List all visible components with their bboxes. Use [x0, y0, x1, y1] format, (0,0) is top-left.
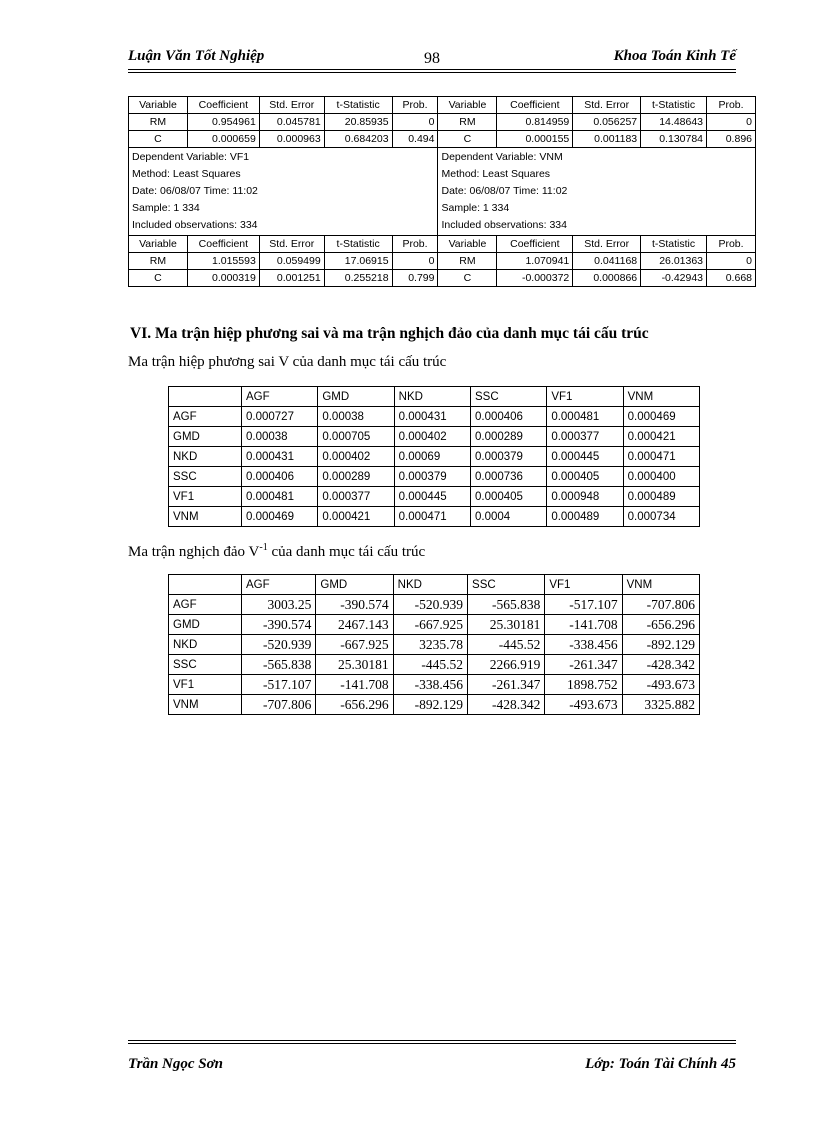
regression-cell: 0.684203: [324, 131, 392, 148]
matrix-cell: 0.000379: [394, 467, 470, 487]
matrix-cell: 0.000400: [623, 467, 699, 487]
matrix-cell: 2467.143: [316, 615, 393, 635]
matrix-row-header: AGF: [169, 595, 242, 615]
matrix-col-header: VNM: [622, 575, 699, 595]
matrix-cell: -141.708: [545, 615, 622, 635]
cov-caption: Ma trận hiệp phương sai V của danh mục tái cấu trúc: [128, 354, 447, 370]
column-header: Std. Error: [259, 236, 324, 253]
info-line: Method: Least Squares: [132, 168, 241, 180]
column-header: Coefficient: [187, 236, 259, 253]
regression-cell: RM: [129, 253, 188, 270]
regression-info-row: [129, 148, 756, 236]
column-header: Variable: [438, 236, 497, 253]
matrix-row: [169, 507, 700, 527]
matrix-cell: 0.000289: [318, 467, 394, 487]
inverse-matrix-table: [168, 574, 700, 715]
column-header: Std. Error: [573, 236, 641, 253]
column-header: Variable: [129, 97, 188, 114]
regression-cell: 0.896: [707, 131, 756, 148]
column-header: t-Statistic: [641, 236, 707, 253]
regression-cell: 0.045781: [259, 114, 324, 131]
matrix-row-header: VF1: [169, 487, 242, 507]
regression-cell: 0.000659: [187, 131, 259, 148]
regression-cell: 0.799: [392, 270, 438, 287]
regression-info-right: [438, 148, 756, 236]
header-rule: [128, 69, 736, 70]
column-header: Coefficient: [187, 97, 259, 114]
info-line: Dependent Variable: VF1: [132, 151, 250, 163]
matrix-row: [169, 487, 700, 507]
column-header: Std. Error: [573, 97, 641, 114]
matrix-row: [169, 447, 700, 467]
matrix-col-header: AGF: [242, 387, 318, 407]
footer-author: Trần Ngọc Sơn: [128, 1056, 224, 1072]
info-line: Date: 06/08/07 Time: 11:02: [132, 185, 258, 197]
info-line: Included observations: 334: [441, 219, 567, 231]
matrix-cell: -338.456: [545, 635, 622, 655]
matrix-row-header: VNM: [169, 695, 242, 715]
matrix-cell: 0.000481: [547, 407, 623, 427]
matrix-cell: 0.000736: [470, 467, 546, 487]
matrix-row-header: VF1: [169, 675, 242, 695]
section-title: VI. Ma trận hiệp phương sai và ma trận nghịch đảo của danh mục tái cấu trúc: [130, 325, 649, 342]
regression-cell: 0.954961: [187, 114, 259, 131]
regression-cell: 26.01363: [641, 253, 707, 270]
matrix-col-header: AGF: [242, 575, 316, 595]
regression-cell: 1.070941: [497, 253, 573, 270]
info-line: Sample: 1 334: [132, 202, 200, 214]
regression-cell: 14.48643: [641, 114, 707, 131]
matrix-cell: 0.00069: [394, 447, 470, 467]
matrix-row-header: SSC: [169, 655, 242, 675]
matrix-cell: 0.000289: [470, 427, 546, 447]
regression-cell: C: [438, 270, 497, 287]
regression-cell: C: [129, 270, 188, 287]
header-rule-thin: [128, 72, 736, 73]
matrix-cell: 0.00038: [242, 427, 318, 447]
regression-row: [129, 270, 756, 287]
column-header: Variable: [438, 97, 497, 114]
matrix-cell: 0.000377: [318, 487, 394, 507]
matrix-col-header: NKD: [393, 575, 467, 595]
matrix-cell: 0.000734: [623, 507, 699, 527]
info-line: Date: 06/08/07 Time: 11:02: [441, 185, 568, 197]
matrix-cell: -428.342: [622, 655, 699, 675]
matrix-corner: [169, 575, 242, 595]
matrix-row: [169, 615, 700, 635]
matrix-corner: [169, 387, 242, 407]
column-header: Prob.: [707, 97, 756, 114]
matrix-row: [169, 655, 700, 675]
regression-cell: 0.000866: [573, 270, 641, 287]
matrix-cell: -520.939: [242, 635, 316, 655]
regression-cell: 0.000963: [259, 131, 324, 148]
matrix-cell: 0.000402: [394, 427, 470, 447]
matrix-cell: 25.30181: [468, 615, 545, 635]
matrix-row: [169, 675, 700, 695]
matrix-row-header: NKD: [169, 447, 242, 467]
matrix-row-header: GMD: [169, 427, 242, 447]
matrix-col-header: SSC: [470, 387, 546, 407]
matrix-header-row: [169, 575, 700, 595]
matrix-cell: 3235.78: [393, 635, 467, 655]
matrix-cell: 3003.25: [242, 595, 316, 615]
matrix-col-header: VF1: [545, 575, 622, 595]
matrix-cell: 0.000489: [547, 507, 623, 527]
matrix-cell: -892.129: [393, 695, 467, 715]
matrix-cell: -656.296: [316, 695, 393, 715]
matrix-cell: 0.000705: [318, 427, 394, 447]
info-line: Dependent Variable: VNM: [441, 151, 563, 163]
matrix-cell: 0.000406: [470, 407, 546, 427]
regression-row: [129, 114, 756, 131]
column-header: t-Statistic: [324, 97, 392, 114]
regression-cell: 0.668: [707, 270, 756, 287]
regression-table: [128, 96, 756, 287]
inv-caption-sup: -1: [259, 542, 268, 553]
regression-cell: -0.000372: [497, 270, 573, 287]
matrix-cell: -261.347: [545, 655, 622, 675]
footer-class: Lớp: Toán Tài Chính 45: [585, 1056, 736, 1072]
matrix-row: [169, 695, 700, 715]
matrix-row: [169, 427, 700, 447]
footer-rule-thin: [128, 1043, 736, 1044]
matrix-cell: -707.806: [242, 695, 316, 715]
matrix-cell: 0.000727: [242, 407, 318, 427]
regression-cell: RM: [129, 114, 188, 131]
matrix-cell: 0.000377: [547, 427, 623, 447]
matrix-col-header: VF1: [547, 387, 623, 407]
matrix-row-header: VNM: [169, 507, 242, 527]
regression-cell: C: [438, 131, 497, 148]
regression-cell: 0.001251: [259, 270, 324, 287]
page-header: [128, 48, 736, 68]
regression-header-row: [129, 236, 756, 253]
page-footer: [128, 1056, 736, 1076]
regression-cell: 0.041168: [573, 253, 641, 270]
regression-cell: 0: [392, 114, 438, 131]
regression-row: [129, 131, 756, 148]
regression-cell: C: [129, 131, 188, 148]
matrix-row: [169, 467, 700, 487]
matrix-cell: -565.838: [468, 595, 545, 615]
matrix-col-header: VNM: [623, 387, 699, 407]
matrix-cell: 0.000489: [623, 487, 699, 507]
matrix-row: [169, 407, 700, 427]
matrix-cell: 0.000948: [547, 487, 623, 507]
matrix-cell: -428.342: [468, 695, 545, 715]
matrix-row-header: GMD: [169, 615, 242, 635]
column-header: Std. Error: [259, 97, 324, 114]
column-header: Variable: [129, 236, 188, 253]
regression-cell: 0.130784: [641, 131, 707, 148]
column-header: Prob.: [392, 97, 438, 114]
matrix-row-header: SSC: [169, 467, 242, 487]
matrix-row-header: NKD: [169, 635, 242, 655]
matrix-col-header: GMD: [318, 387, 394, 407]
column-header: Prob.: [392, 236, 438, 253]
regression-cell: 0.001183: [573, 131, 641, 148]
regression-cell: 1.015593: [187, 253, 259, 270]
regression-header-row: [129, 97, 756, 114]
matrix-cell: 0.000402: [318, 447, 394, 467]
regression-cell: 0.000319: [187, 270, 259, 287]
matrix-cell: 0.000421: [318, 507, 394, 527]
inv-caption: [128, 542, 425, 561]
inv-caption-pre: Ma trận nghịch đảo V: [128, 544, 260, 560]
matrix-cell: 0.000469: [242, 507, 318, 527]
matrix-cell: 0.000481: [242, 487, 318, 507]
matrix-cell: 0.000469: [623, 407, 699, 427]
regression-cell: 0.059499: [259, 253, 324, 270]
matrix-cell: -707.806: [622, 595, 699, 615]
info-line: Included observations: 334: [132, 219, 258, 231]
regression-cell: RM: [438, 253, 497, 270]
matrix-cell: 0.000406: [242, 467, 318, 487]
column-header: t-Statistic: [324, 236, 392, 253]
matrix-cell: 0.000471: [394, 507, 470, 527]
matrix-col-header: NKD: [394, 387, 470, 407]
regression-cell: 0.814959: [497, 114, 573, 131]
matrix-cell: -517.107: [242, 675, 316, 695]
matrix-col-header: SSC: [468, 575, 545, 595]
regression-cell: 0: [392, 253, 438, 270]
matrix-col-header: GMD: [316, 575, 393, 595]
matrix-cell: 0.000421: [623, 427, 699, 447]
regression-info-left: [129, 148, 438, 236]
matrix-cell: 3325.882: [622, 695, 699, 715]
footer-rule: [128, 1040, 736, 1041]
column-header: Coefficient: [497, 236, 573, 253]
matrix-cell: 0.000431: [394, 407, 470, 427]
matrix-cell: -892.129: [622, 635, 699, 655]
regression-cell: 17.06915: [324, 253, 392, 270]
matrix-cell: 0.000379: [470, 447, 546, 467]
matrix-cell: -517.107: [545, 595, 622, 615]
matrix-cell: 0.000471: [623, 447, 699, 467]
page-number: 98: [424, 50, 440, 67]
matrix-cell: 0.00038: [318, 407, 394, 427]
matrix-cell: -493.673: [545, 695, 622, 715]
matrix-cell: -565.838: [242, 655, 316, 675]
info-line: Method: Least Squares: [441, 168, 551, 180]
matrix-cell: -141.708: [316, 675, 393, 695]
header-faculty: Khoa Toán Kinh Tế: [613, 48, 736, 64]
matrix-cell: 0.000405: [547, 467, 623, 487]
matrix-cell: -390.574: [316, 595, 393, 615]
matrix-cell: -261.347: [468, 675, 545, 695]
regression-cell: -0.42943: [641, 270, 707, 287]
matrix-cell: 25.30181: [316, 655, 393, 675]
matrix-cell: 0.000405: [470, 487, 546, 507]
inv-caption-post: của danh mục tái cấu trúc: [267, 544, 426, 560]
matrix-cell: -445.52: [468, 635, 545, 655]
column-header: t-Statistic: [641, 97, 707, 114]
regression-cell: 0.255218: [324, 270, 392, 287]
regression-cell: 0.056257: [573, 114, 641, 131]
matrix-cell: -338.456: [393, 675, 467, 695]
matrix-cell: 0.000445: [547, 447, 623, 467]
matrix-row-header: AGF: [169, 407, 242, 427]
regression-cell: RM: [438, 114, 497, 131]
matrix-cell: -656.296: [622, 615, 699, 635]
column-header: Prob.: [707, 236, 756, 253]
matrix-cell: 1898.752: [545, 675, 622, 695]
matrix-cell: -390.574: [242, 615, 316, 635]
matrix-row: [169, 635, 700, 655]
matrix-cell: -667.925: [316, 635, 393, 655]
regression-cell: 0.494: [392, 131, 438, 148]
matrix-cell: -520.939: [393, 595, 467, 615]
matrix-cell: 0.0004: [470, 507, 546, 527]
info-line: Sample: 1 334: [441, 202, 510, 214]
matrix-cell: 0.000445: [394, 487, 470, 507]
regression-cell: 0: [707, 253, 756, 270]
regression-cell: 0: [707, 114, 756, 131]
matrix-cell: -667.925: [393, 615, 467, 635]
regression-body: [129, 97, 756, 287]
matrix-cell: 0.000431: [242, 447, 318, 467]
header-thesis-title: Luận Văn Tốt Nghiệp: [128, 48, 265, 64]
regression-row: [129, 253, 756, 270]
regression-cell: 0.000155: [497, 131, 573, 148]
matrix-header-row: [169, 387, 700, 407]
regression-cell: 20.85935: [324, 114, 392, 131]
matrix-cell: -493.673: [622, 675, 699, 695]
matrix-row: [169, 595, 700, 615]
column-header: Coefficient: [497, 97, 573, 114]
matrix-cell: -445.52: [393, 655, 467, 675]
matrix-cell: 2266.919: [468, 655, 545, 675]
covariance-matrix-table: [168, 386, 700, 527]
